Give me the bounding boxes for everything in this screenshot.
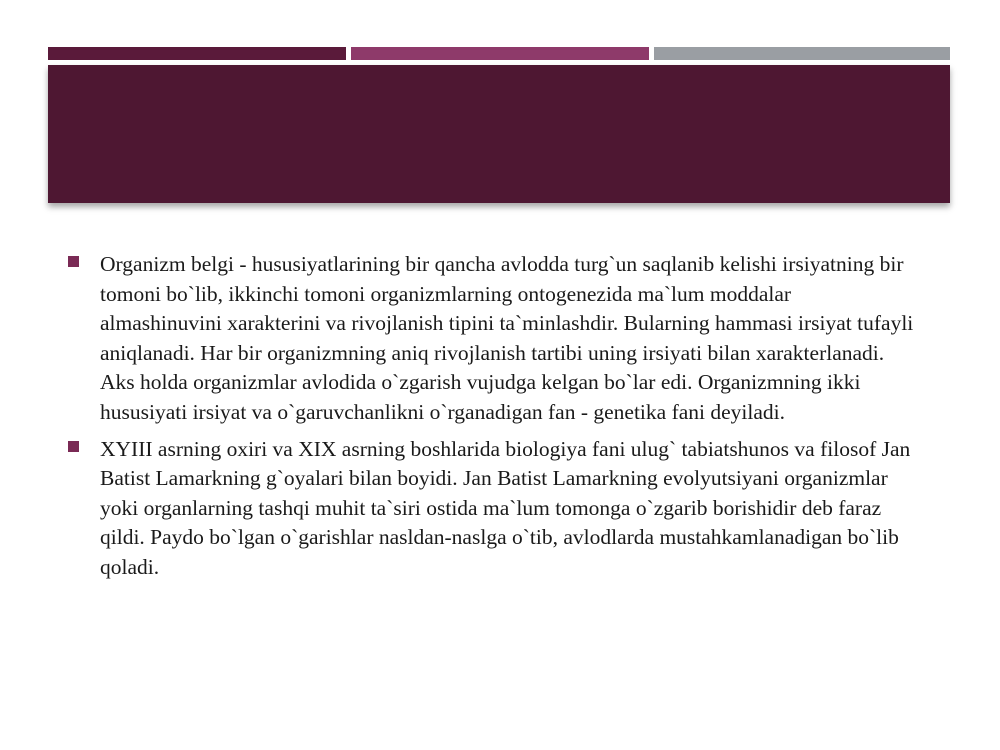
slide-body	[66, 250, 916, 590]
title-band	[48, 65, 950, 203]
bullet-item	[66, 435, 916, 583]
square-bullet-icon	[68, 441, 79, 452]
bullet-text: Organizm belgi - hususiyatlarining bir qancha avlodda turg`un saqlanib kelishi irsiyatning bir tomoni bo`lib, ikkinchi tomoni organizmlarning ontogenezida ma`lum moddalar almashinuvini xarakterini va rivojlanish tipini ta`minlashdir. Bularning hammasi irsiyat tufayli aniqlanadi. Har bir organizmning aniq rivojlanish tartibi uning irsiyati bilan xarakterlanadi. Aks holda organizmlar avlodida o`zgarish vujudga kelgan bo`lar edi. Organizmning ikki hususiyati irsiyat va o`garuvchanlikni o`rganadigan fan - genetika fani deyiladi.	[100, 252, 914, 424]
accent-bar-gray	[654, 47, 950, 60]
square-bullet-icon	[68, 256, 79, 267]
accent-bar-dark	[48, 47, 346, 60]
bullet-text: XYIII asrning oxiri va XIX asrning boshlarida biologiya fani ulug` tabiatshunos va filosof Jan Batist Lamarkning g`oyalari bilan boyidi. Jan Batist Lamarkning evolyutsiyani organizmlar yoki organlarning tashqi muhit ta`siri ostida ma`lum tomonga o`zgarib borishidir deb faraz qildi. Paydo bo`lgan o`garishlar nasldan-naslga o`tib, avlodlarda mustahkamlanadigan bo`lib qoladi.	[100, 436, 911, 579]
bullet-item	[66, 250, 916, 428]
accent-bar-magenta	[351, 47, 649, 60]
